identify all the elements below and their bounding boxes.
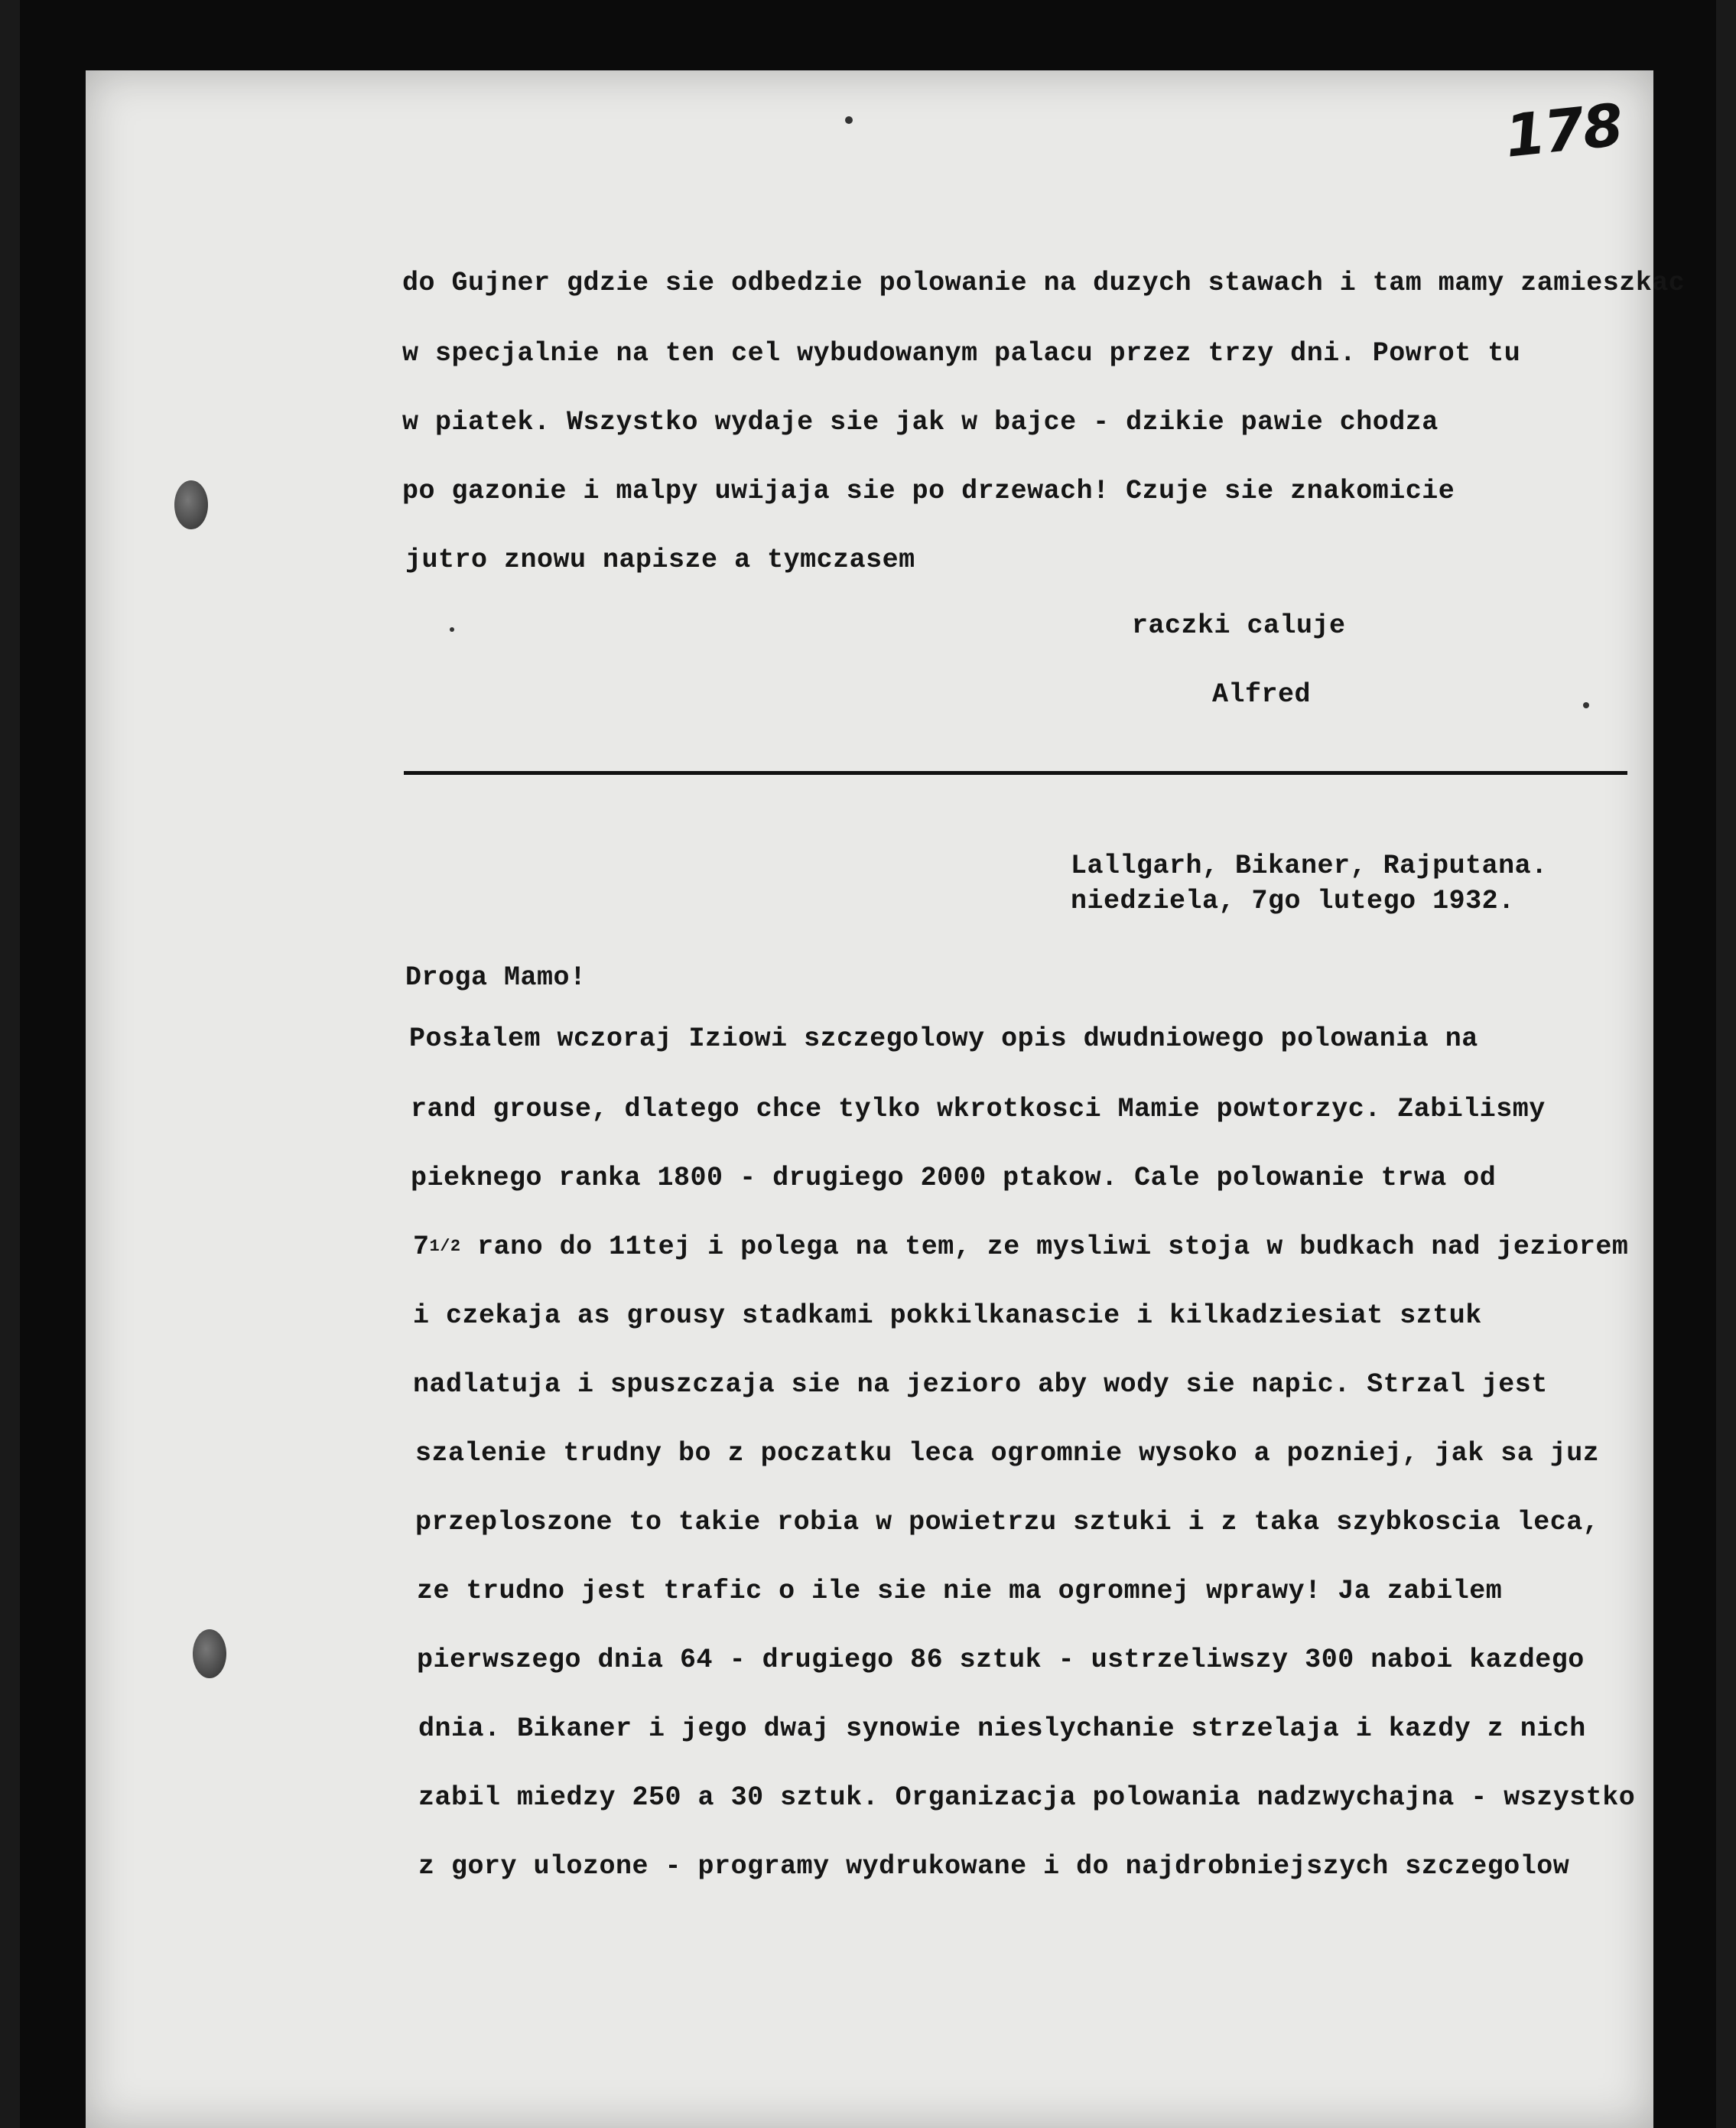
body-line-7: szalenie trudny bo z poczatku leca ogromnie wysoko a pozniej, jak sa juz — [415, 1438, 1600, 1469]
body-line-9: ze trudno jest trafic o ile sie nie ma ogromnej wprawy! Ja zabilem — [417, 1576, 1503, 1606]
letter-end-line-1: do Gujner gdzie sie odbedzie polowanie na duzych stawach i tam mamy zamieszkac — [402, 268, 1686, 298]
fraction-half: 1/2 — [429, 1236, 461, 1256]
body-line-10: pierwszego dnia 64 - drugiego 86 sztuk - ustrzeliwszy 300 naboi kazdego — [417, 1645, 1585, 1675]
body-line-12: zabil miedzy 250 a 30 sztuk. Organizacja polowania nadzwychajna - wszystko — [418, 1782, 1636, 1813]
closing-line: raczki caluje — [1132, 610, 1346, 641]
speck — [1583, 702, 1589, 708]
body-line-5: i czekaja as grousy stadkami pokkilkanascie i kilkadziesiat sztuk — [413, 1300, 1482, 1331]
salutation: Droga Mamo! — [405, 962, 587, 993]
letter-date: niedziela, 7go lutego 1932. — [1071, 886, 1515, 916]
body-line-4 — [413, 1232, 1628, 1262]
film-edge-left — [0, 0, 20, 2128]
signature: Alfred — [1212, 679, 1312, 710]
body-line-13: z gory ulozone - programy wydrukowane i do najdrobniejszych szczegolow — [418, 1851, 1570, 1882]
letter-end-line-3: w piatek. Wszystko wydaje sie jak w bajce - dzikie pawie chodza — [402, 407, 1439, 438]
film-edge-right — [1716, 0, 1736, 2128]
body-line-8: przeploszone to takie robia w powietrzu sztuki i z taka szybkoscia leca, — [415, 1507, 1600, 1537]
speck — [450, 627, 454, 632]
body-line-4-text: rano do 11tej i polega na tem, ze mysliwi stoja w budkach nad jeziorem — [460, 1232, 1629, 1262]
body-line-3: pieknego ranka 1800 - drugiego 2000 ptakow. Cale polowanie trwa od — [411, 1163, 1497, 1193]
letter-end-line-4: po gazonie i malpy uwijaja sie po drzewach! Czuje sie znakomicie — [402, 476, 1455, 506]
letter-end-line-5: jutro znowu napisze a tymczasem — [405, 545, 915, 575]
body-line-2: rand grouse, dlatego chce tylko wkrotkosci Mamie powtorzyc. Zabilismy — [411, 1094, 1546, 1124]
speck — [845, 116, 853, 124]
fraction-whole: 7 — [413, 1232, 430, 1262]
handwritten-page-number: 178 — [1501, 90, 1625, 171]
body-line-6: nadlatuja i spuszczaja sie na jezioro aby wody sie napic. Strzal jest — [413, 1369, 1548, 1400]
body-line-1: Posłalem wczoraj Iziowi szczegolowy opis dwudniowego polowania na — [409, 1023, 1478, 1054]
letter-place: Lallgarh, Bikaner, Rajputana. — [1071, 851, 1548, 881]
punch-hole-bottom — [193, 1629, 226, 1678]
body-line-11: dnia. Bikaner i jego dwaj synowie nieslychanie strzelaja i kazdy z nich — [418, 1713, 1586, 1744]
letter-end-line-2: w specjalnie na ten cel wybudowanym palacu przez trzy dni. Powrot tu — [402, 338, 1521, 369]
punch-hole-top — [174, 480, 208, 529]
separator-rule — [404, 771, 1627, 775]
